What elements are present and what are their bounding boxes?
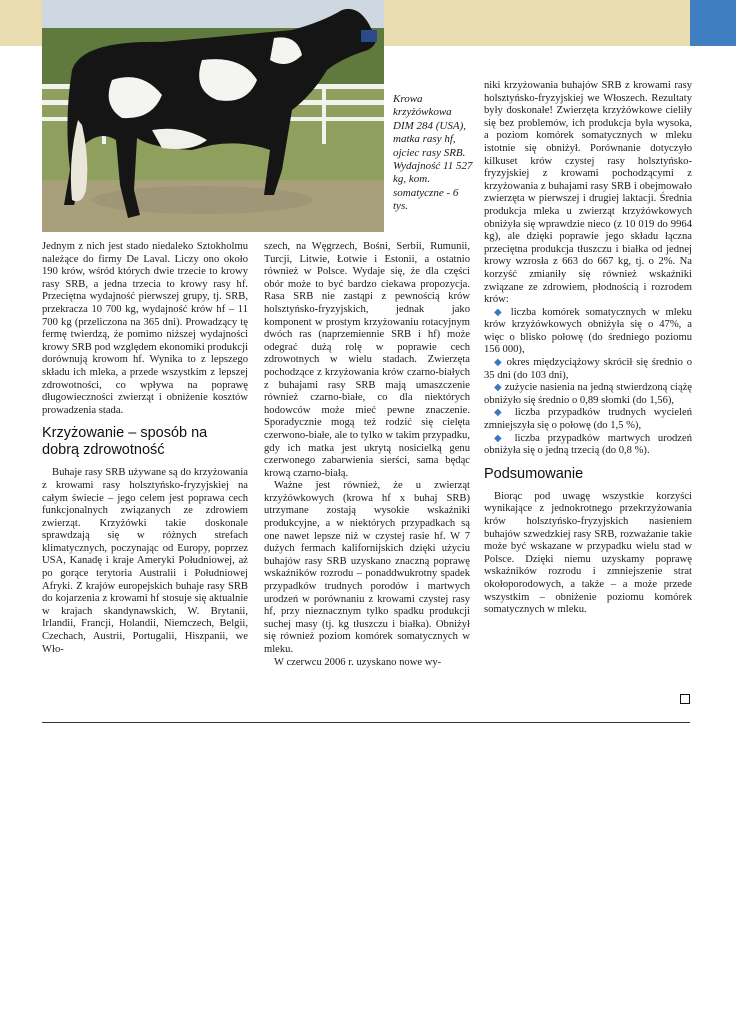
list-item: ◆ zużycie nasienia na jedną stwierdzoną ciążę obniżyło się średnio o 0,89 słomki (do 1,56),	[484, 382, 692, 406]
paragraph: niki krzyżowania buhajów SRB z krowami rasy holsztyńsko-fryzyjskiej we Włoszech. Rezultaty były doskonałe! Zwierzęta krzyżówkowe cieliły się bez problemów, ich produkcja była wysoka, a poziom komórek somatycznych w mleku istotnie się obniżył. Porównanie dotyczyło kilkuset krów czystej rasy holsztyńsko-fryzyjskiej z krowami pochodzącymi z krzyżowania z buhajami rasy SRB i obejmowało zwierzęta w pierwszej i drugiej laktacji. Średnia produkcja mleka u zwierząt krzyżówkowych obniżyła się wprawdzie nieco (z 10 019 do 9964 kg), ale dzięki poprawie jego składu łączna przeciętna produkcja tłuszczu i białka od jednej krowy wzrosła z 663 do 667 kg, tj. o 2%. Na korzyść zmianiły się również wskaźniki związane ze zdrowiem, płodnością i rozrodem krów:	[484, 80, 692, 306]
section-heading: Krzyżowanie – sposób na dobrą zdrowotność	[42, 425, 208, 459]
column-3	[484, 80, 692, 617]
paragraph: szech, na Węgrzech, Bośni, Serbii, Rumunii, Turcji, Litwie, Łotwie i Estonii, a ostatnio również w Polsce. Wydaje się, że dla części obór może to być bardzo ciekawa propozycja. Rasa SRB nie zastąpi z pewnością krów holsztyńsko-fryzyjskich, jednak jako komponent w prostym krzyżowaniu rotacyjnym dwóch ras (naprzemiennie SRB i hf) może odegrać dużą rolę w poprawie cech zdrowotnych w wielu stadach. Zwierzęta pochodzące z krzyżowania krów czarno-białych z buhajami rasy SRB mają umaszczenie również czarno-białe, co dla niektórych hodowców może mieć pewne znaczenie. Sporadycznie mogą też rodzić się cielęta czerwono-białe, ale to tylko w takim przypadku, gdy ich matka jest ukrytą nosicielką genu czerwonego zabarwienia sierści, sama będąc krową czarno-białą.	[264, 241, 470, 479]
paragraph: Jednym z nich jest stado niedaleko Sztokholmu należące do firmy De Laval. Liczy ono około 190 krów, wśród których dwie trzecie to krowy rasy SRB, a jedna trzecia to krowy rasy hf. Przeciętna wydajność pierwszej grupy, tj. SRB, przekracza 10 700 kg, wydajność krów hf – 11 700 kg (przeliczona na 365 dni). Prowadzący tę fermę twierdzą, że pomimo niższej wydajności krowy SRB pod względem ekonomiki produkcji dorównują krowom hf. Wynika to z lepszego składu ich mleka, a przede wszystkim z lepszej zdrowotności, co wpływa na poprawę długowieczności zwierząt i obniżenie kosztów prowadzenia stada.	[42, 241, 248, 416]
list-item: ◆ liczba komórek somatycznych w mleku krów krzyżówkowych obniżyła się o 47%, a więc o blisko połowę (do średniego poziomu 156 000),	[484, 306, 692, 356]
paragraph: Biorąc pod uwagę wszystkie korzyści wynikające z jednokrotnego przekrzyżowania krów holsztyńsko-fryzyjskich nasieniem buhajów szwedzkiej rasy SRB, rozważanie takie może być wskazane w przypadku wielu stad w Polsce. Dzięki niemu uzyskamy poprawę wskaźników rozrodu i zmniejszenie strat okołoporodowych, a także – a może przede wszystkim – obniżenie poziomu komórek somatycznych w mleku.	[484, 490, 692, 616]
list-item: ◆ liczba przypadków martwych urodzeń obniżyła się o jedną trzecią (do 0,8 %).	[484, 432, 692, 457]
section-tab	[690, 0, 736, 46]
photo-caption: Krowa krzyżówkowa DIM 284 (USA), matka rasy hf, ojciec rasy SRB. Wydajność 11 527 kg, kom. somatyczne - 6 tys.	[393, 93, 473, 213]
paragraph: Ważne jest również, że u zwierząt krzyżówkowych (krowa hf x buhaj SRB) utrzymane zostają wysokie wskaźniki produkcyjne, a w niektórych przypadkach są one nawet lepsze niż w czystej rasie hf. W 7 dużych fermach kalifornijskich dzięki użyciu buhajów rasy SRB uzyskano znaczną poprawę wskaźników rozrodu – ponaddwukrotny spadek przypadków trudnych porodów i martwych urodzeń w porównaniu z krowami czystej rasy hf, przy nieznacznym tylko spadku produkcji suchej masy (tj. kg tłuszczu i białka). Obniżył się również poziom komórek somatycznych w mleku.	[264, 480, 470, 655]
paragraph: W czerwcu 2006 r. uzyskano nowe wy-	[274, 656, 442, 668]
column-1	[42, 241, 248, 656]
list-item: ◆ liczba przypadków trudnych wycieleń zmniejszyła się o połowę (do 1,5 %),	[484, 407, 692, 432]
list-item: ◆ okres międzyciążowy skrócił się średnio o 35 dni (do 103 dni),	[484, 357, 692, 381]
header-band	[384, 0, 690, 46]
diamond-bullet-icon: ◆	[494, 382, 502, 394]
header-band-left	[0, 0, 42, 46]
paragraph: Buhaje rasy SRB używane są do krzyżowania z krowami rasy holsztyńsko-fryzyjskiej na całym świecie – jego celem jest poprawa cech funkcjonalnych związanych ze zdrowiem zwierząt. Krzyżówki takie doskonale sprawdzają się w różnych strefach klimatycznych, poczynając od Europy, poprzez USA, Kanadę i kraje Ameryki Południowej, aż po gorące terytoria Australii i Południowej Afryki. Z krajów europejskich buhaje rasy SRB do kojarzenia z krowami hf stosuje się aktualnie w krajach skandynawskich, W. Brytanii, Irlandii, Francji, Holandii, Niemczech, Belgii, Czechach, Austrii, Portugalii, Hiszpanii, we Wło-	[42, 467, 248, 655]
end-of-article-icon	[680, 694, 690, 704]
diamond-bullet-icon: ◆	[494, 407, 507, 419]
column-2	[264, 241, 470, 669]
divider	[42, 722, 690, 723]
diamond-bullet-icon: ◆	[494, 432, 507, 444]
diamond-bullet-icon: ◆	[494, 357, 503, 369]
section-heading: Podsumowanie	[484, 465, 584, 482]
diamond-bullet-icon: ◆	[494, 306, 505, 318]
cow-photo	[42, 0, 384, 232]
